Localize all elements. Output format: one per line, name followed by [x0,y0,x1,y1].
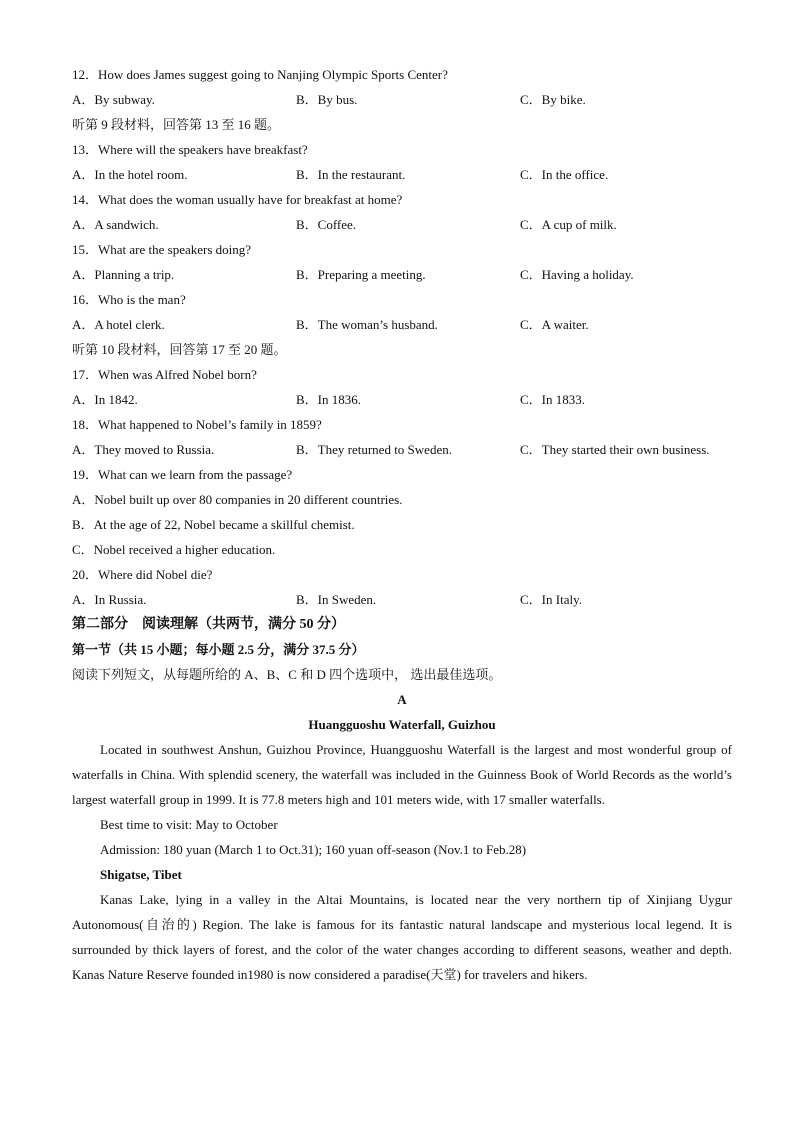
option-a: A．A sandwich. [72,217,159,232]
instruction-material-9: 听第 9 段材料，回答第 13 至 16 题。 [72,117,281,132]
option-a: A．Planning a trip. [72,267,175,282]
option-b: B．They returned to Sweden. [296,442,452,457]
question-17-stem: 17．When was Alfred Nobel born? [72,367,257,382]
option-a: A．In 1842. [72,392,138,407]
option-c: C．In the office. [520,167,609,182]
option-b: B．Coffee. [296,217,357,232]
reading-instruction: 阅读下列短文，从每题所给的 A、B、C 和 D 四个选项中， 选出最佳选项。 [72,667,502,682]
option-c: C．In Italy. [520,592,582,607]
passage-letter: A [397,692,407,707]
passage-title: Huangguoshu Waterfall, Guizhou [308,717,496,732]
question-14-stem: 14．What does the woman usually have for breakfast at home? [72,192,403,207]
part-two-title: 第二部分 阅读理解（共两节，满分 50 分） [72,617,345,632]
exam-page [72,62,732,987]
question-20-options [72,587,732,612]
option-b: B．The woman’s husband. [296,317,438,332]
question-17-options [72,387,732,412]
option-a: A．In the hotel room. [72,167,188,182]
question-13-stem: 13．Where will the speakers have breakfast? [72,142,308,157]
instruction-material-10: 听第 10 段材料，回答第 17 至 20 题。 [72,342,287,357]
admission-line: Admission: 180 yuan (March 1 to Oct.31); 160 yuan off-season (Nov.1 to Feb.28) [100,842,527,857]
question-14-options [72,212,732,237]
subheading-shigatse: Shigatse, Tibet [100,867,182,882]
question-16-stem: 16．Who is the man? [72,292,186,307]
option-c: C．Having a holiday. [520,267,634,282]
option-c: C．By bike. [520,92,586,107]
option-b: B．In 1836. [296,392,362,407]
option-c: C．A cup of milk. [520,217,617,232]
option-b: B．Preparing a meeting. [296,267,426,282]
option-a: A．By subway. [72,92,155,107]
option-b: B．At the age of 22, Nobel became a skillful chemist. [72,517,355,532]
question-12-options [72,87,732,112]
option-b: B．In the restaurant. [296,167,406,182]
option-a: A．They moved to Russia. [72,442,215,457]
best-time-line: Best time to visit: May to October [100,817,278,832]
option-a: A．In Russia. [72,592,147,607]
question-15-options [72,262,732,287]
section-one-title: 第一节（共 15 小题；每小题 2.5 分，满分 37.5 分） [72,642,365,657]
option-c: C．In 1833. [520,392,586,407]
option-c: C．A waiter. [520,317,589,332]
option-a: A．A hotel clerk. [72,317,165,332]
question-19-stem: 19．What can we learn from the passage? [72,467,293,482]
paragraph-huangguoshu: Located in southwest Anshun, Guizhou Province, Huangguoshu Waterfall is the largest and most wonderful group of waterfalls in China. With splendid scenery, the waterfall was included in the Guinness Book of World Records as the world’s largest waterfall group in 1999. It is 77.8 meters high and 101 meters wide, with 17 smaller waterfalls. [72,742,732,807]
option-c: C．Nobel received a higher education. [72,542,276,557]
option-b: B．By bus. [296,92,358,107]
question-16-options [72,312,732,337]
question-18-options [72,437,732,462]
question-18-stem: 18．What happened to Nobel’s family in 1859? [72,417,322,432]
option-b: B．In Sweden. [296,592,377,607]
question-15-stem: 15．What are the speakers doing? [72,242,252,257]
option-a: A．Nobel built up over 80 companies in 20 different countries. [72,492,403,507]
paragraph-kanas: Kanas Lake, lying in a valley in the Altai Mountains, is located near the very northern tip of Xinjiang Uygur Autonomous(自治的) Region. The lake is famous for its fantastic natural landscape and mysterious local legend. It is surrounded by thick layers of forest, and the color of the water changes according to different seasons, weather and depth. Kanas Nature Reserve founded in1980 is now considered a paradise(天堂) for travelers and hikers. [72,892,732,982]
option-c: C．They started their own business. [520,442,710,457]
question-13-options [72,162,732,187]
question-12-stem: 12．How does James suggest going to Nanjing Olympic Sports Center? [72,67,448,82]
question-20-stem: 20．Where did Nobel die? [72,567,213,582]
